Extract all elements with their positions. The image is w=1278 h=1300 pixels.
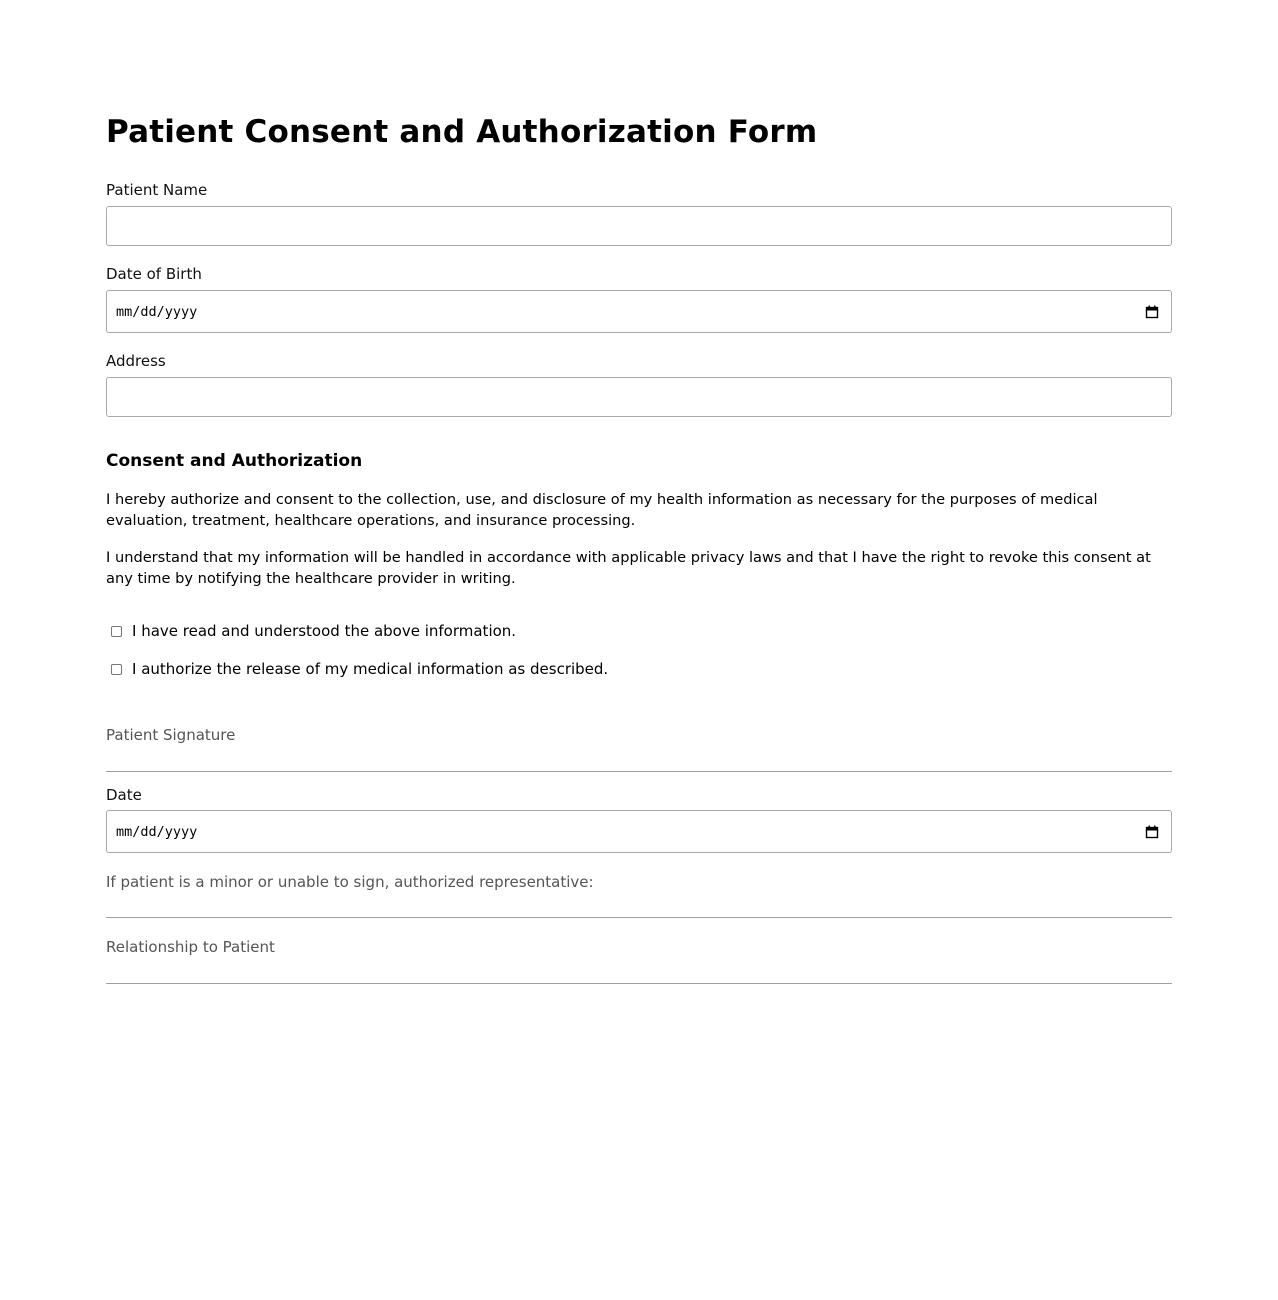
address-input[interactable] xyxy=(106,377,1172,417)
authorize-release-checkbox[interactable] xyxy=(111,664,122,675)
calendar-icon[interactable] xyxy=(1145,305,1159,319)
relationship-line[interactable] xyxy=(106,983,1172,984)
signature-date-placeholder: mm/dd/yyyy xyxy=(116,823,198,840)
date-of-birth-input[interactable] xyxy=(106,290,1172,333)
read-understood-checkbox[interactable] xyxy=(111,626,122,637)
consent-paragraph-2: I understand that my information will be handled in accordance with applicable privacy laws and that I have the right to revoke this consent at any time by notifying the healthcare provider in writing. xyxy=(106,549,1151,587)
signature-date-input[interactable] xyxy=(106,810,1172,853)
patient-signature-line[interactable] xyxy=(106,771,1172,772)
page-title: Patient Consent and Authorization Form xyxy=(106,114,818,150)
representative-label: If patient is a minor or unable to sign, authorized representative: xyxy=(106,873,594,891)
date-label: Date xyxy=(106,786,142,804)
read-understood-checkbox-row[interactable] xyxy=(106,622,516,640)
patient-signature-label: Patient Signature xyxy=(106,726,236,744)
patient-name-input[interactable] xyxy=(106,206,1172,246)
date-of-birth-placeholder: mm/dd/yyyy xyxy=(116,303,198,320)
representative-signature-line[interactable] xyxy=(106,917,1172,918)
consent-paragraph-1: I hereby authorize and consent to the collection, use, and disclosure of my health information as necessary for the purposes of medical evaluation, treatment, healthcare operations, and insurance processing. xyxy=(106,491,1098,529)
read-understood-label: I have read and understood the above information. xyxy=(132,622,517,640)
relationship-label: Relationship to Patient xyxy=(106,938,275,956)
authorize-release-label: I authorize the release of my medical information as described. xyxy=(132,660,609,678)
date-of-birth-label: Date of Birth xyxy=(106,265,202,283)
authorize-release-checkbox-row[interactable] xyxy=(106,660,608,678)
consent-heading: Consent and Authorization xyxy=(106,451,363,471)
patient-name-label: Patient Name xyxy=(106,181,208,199)
calendar-icon[interactable] xyxy=(1145,825,1159,839)
address-label: Address xyxy=(106,352,166,370)
